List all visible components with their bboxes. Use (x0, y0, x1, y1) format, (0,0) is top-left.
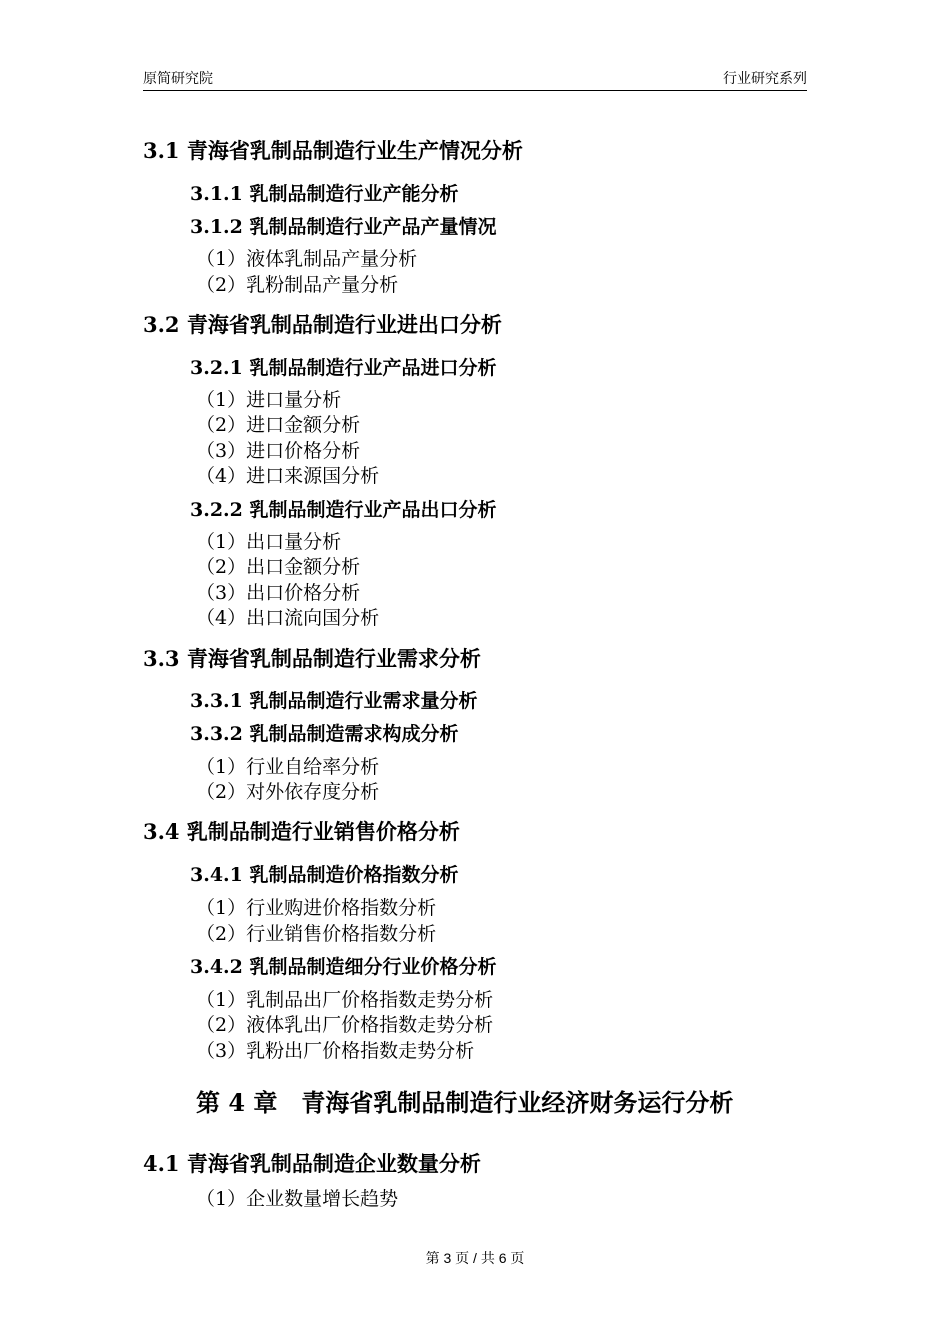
toc-item: （1）进口量分析 (196, 389, 342, 411)
subsection-heading: 3.3.1 乳制品制造行业需求量分析 (190, 690, 478, 712)
section-heading: 3.1 青海省乳制品制造行业生产情况分析 (143, 138, 523, 163)
chapter-heading: 第 4 章 青海省乳制品制造行业经济财务运行分析 (196, 1088, 734, 1117)
toc-item: （4）出口流向国分析 (196, 607, 380, 629)
page-header (143, 68, 807, 91)
toc-item: （2）液体乳出厂价格指数走势分析 (196, 1014, 494, 1036)
toc-item: （1）乳制品出厂价格指数走势分析 (196, 989, 494, 1011)
section-heading: 4.1 青海省乳制品制造企业数量分析 (143, 1151, 481, 1176)
header-organization: 原简研究院 (143, 70, 213, 86)
toc-item: （3）进口价格分析 (196, 440, 361, 462)
toc-item: （3）出口价格分析 (196, 582, 361, 604)
toc-item: （4）进口来源国分析 (196, 465, 380, 487)
toc-item: （2）进口金额分析 (196, 414, 361, 436)
subsection-heading: 3.4.2 乳制品制造细分行业价格分析 (190, 956, 497, 978)
header-series: 行业研究系列 (723, 70, 807, 86)
toc-item: （1）出口量分析 (196, 531, 342, 553)
toc-item: （1）行业购进价格指数分析 (196, 897, 437, 919)
subsection-heading: 3.3.2 乳制品制造需求构成分析 (190, 723, 459, 745)
toc-item: （1）液体乳制品产量分析 (196, 248, 418, 270)
subsection-heading: 3.1.1 乳制品制造行业产能分析 (190, 183, 459, 205)
toc-item: （2）出口金额分析 (196, 556, 361, 578)
subsection-heading: 3.2.1 乳制品制造行业产品进口分析 (190, 357, 497, 379)
toc-item: （2）乳粉制品产量分析 (196, 274, 399, 296)
toc-item: （2）行业销售价格指数分析 (196, 923, 437, 945)
subsection-heading: 3.4.1 乳制品制造价格指数分析 (190, 864, 459, 886)
section-heading: 3.3 青海省乳制品制造行业需求分析 (143, 646, 481, 671)
section-heading: 3.4 乳制品制造行业销售价格分析 (143, 819, 460, 844)
toc-item: （1）行业自给率分析 (196, 756, 380, 778)
section-heading: 3.2 青海省乳制品制造行业进出口分析 (143, 312, 502, 337)
subsection-heading: 3.1.2 乳制品制造行业产品产量情况 (190, 216, 497, 238)
toc-item: （2）对外依存度分析 (196, 781, 380, 803)
page-number: 第 3 页 / 共 6 页 (425, 1250, 525, 1266)
subsection-heading: 3.2.2 乳制品制造行业产品出口分析 (190, 499, 497, 521)
toc-item: （1）企业数量增长趋势 (196, 1188, 399, 1210)
toc-item: （3）乳粉出厂价格指数走势分析 (196, 1040, 475, 1062)
